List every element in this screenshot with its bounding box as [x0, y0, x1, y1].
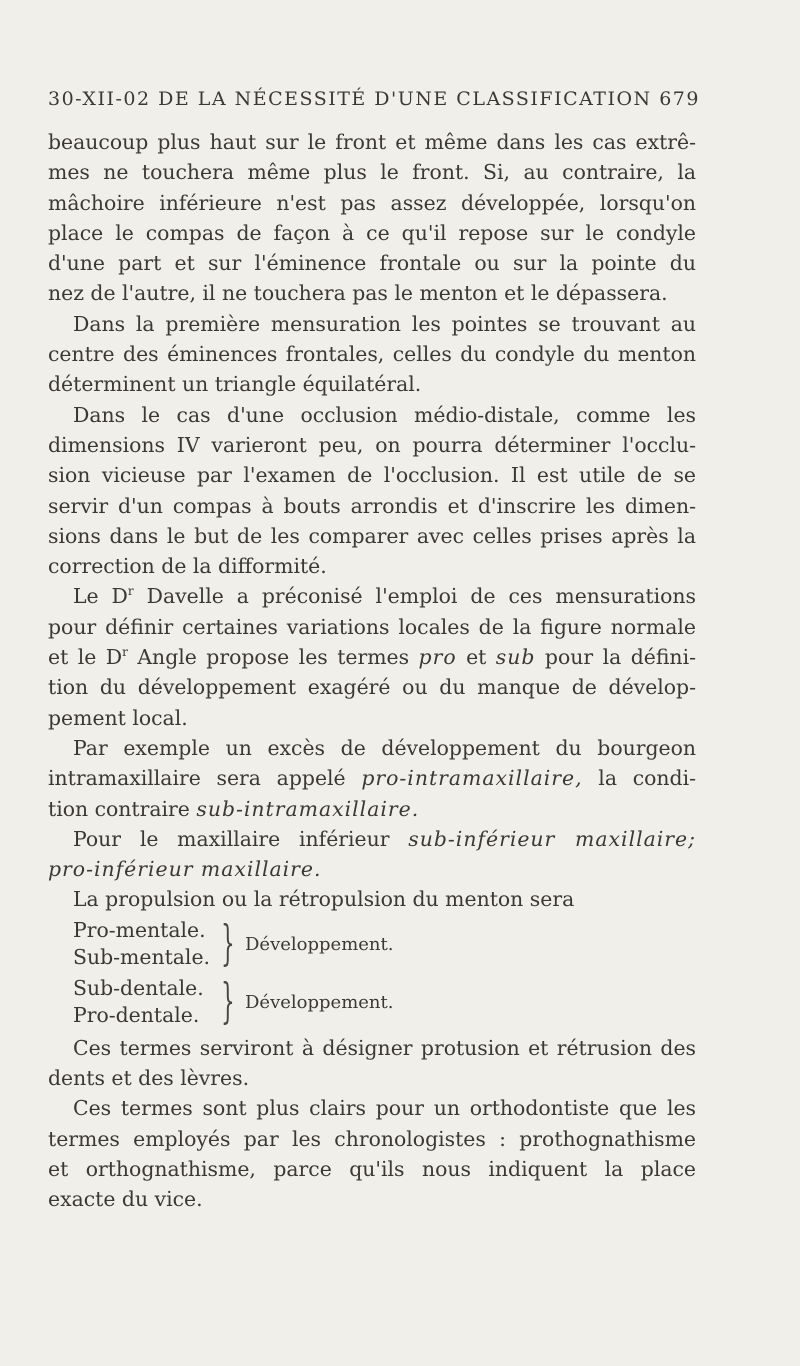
text-run: intramaxillaire sera appelé: [48, 766, 362, 791]
text-line: place le compas de façon à ce qu'il repose sur le condyle: [48, 220, 696, 245]
italic-term: sub-inférieur maxillaire;: [408, 826, 696, 851]
text-run: Angle propose les termes: [127, 645, 419, 670]
text-run: et: [456, 645, 496, 670]
text-line: pement local.: [48, 705, 188, 730]
text-line: [48, 642, 696, 672]
text-line: mâchoire inférieure n'est pas assez développée, lorsqu'on: [48, 190, 696, 215]
text-line: et orthognathisme, parce qu'ils nous indiquent la place: [48, 1156, 696, 1181]
text-line: correction de la difformité.: [48, 554, 327, 579]
term-list: [73, 975, 204, 1029]
text-line: dents et des lèvres.: [48, 1066, 250, 1091]
text-line: centre des éminences frontales, celles du condyle du menton: [48, 342, 696, 367]
text-run: Pour le maxillaire inférieur: [73, 826, 409, 851]
brace-glyph: }: [221, 914, 235, 971]
superscript: r: [122, 645, 128, 660]
text-run: et le D: [48, 645, 123, 670]
text-run: Davelle a préconisé l'emploi de ces mensurations: [133, 584, 696, 609]
text-line: nez de l'autre, il ne touchera pas le menton et le dépassera.: [48, 281, 668, 306]
text-run: tion contraire: [48, 796, 197, 821]
text-line: Dans la première mensuration les pointes se trouvant au: [73, 311, 696, 336]
term-group: [73, 972, 696, 1031]
term: Sub-mentale.: [73, 944, 210, 969]
italic-term: pro-intramaxillaire,: [361, 766, 583, 791]
text-line: [48, 824, 696, 854]
term: Pro-dentale.: [73, 1002, 200, 1027]
term-list: [73, 917, 210, 971]
text-line: La propulsion ou la rétropulsion du menton sera: [73, 887, 575, 912]
text-line: mes ne touchera même plus le front. Si, au contraire, la: [48, 160, 696, 185]
text-line: [48, 794, 696, 824]
text-line: sion vicieuse par l'examen de l'occlusion. Il est utile de se: [48, 463, 696, 488]
text-line: [48, 763, 696, 793]
term: Sub-dentale.: [73, 975, 204, 1000]
text-line: exacte du vice.: [48, 1187, 203, 1212]
group-label: Développement.: [245, 933, 394, 955]
text-line: Par exemple un excès de développement du bourgeon: [73, 735, 696, 760]
text-line: tion du développement exagéré ou du manque de dévelop-: [48, 675, 696, 700]
text-line: Dans le cas d'une occlusion médio-distale, comme les: [73, 402, 696, 427]
text-run: Le D: [73, 584, 128, 609]
italic-term: pro-inférieur maxillaire.: [48, 857, 322, 882]
term: Pro-mentale.: [73, 917, 206, 942]
running-header: [48, 88, 700, 110]
text-line: [48, 854, 696, 884]
italic-term: sub: [495, 645, 536, 670]
text-line: termes employés par les chronologistes : prothognathisme: [48, 1126, 696, 1151]
text-line: Ces termes serviront à désigner protusion et rétrusion des: [73, 1035, 696, 1060]
text-line: dimensions IV varieront peu, on pourra déterminer l'occlu-: [48, 432, 696, 457]
page-number: 679: [659, 88, 700, 110]
text-line: sions dans le but de les comparer avec celles prises après la: [48, 523, 696, 548]
brace-glyph: }: [221, 972, 235, 1029]
text-line: servir d'un compas à bouts arrondis et d'inscrire les dimen-: [48, 493, 696, 518]
text-line: beaucoup plus haut sur le front et même dans les cas extrê-: [48, 130, 696, 154]
italic-term: pro: [418, 645, 457, 670]
superscript: r: [127, 584, 134, 599]
text-run: la condi-: [582, 766, 696, 791]
term-group: [73, 914, 696, 973]
text-line: d'une part et sur l'éminence frontale ou sur la pointe du: [48, 251, 696, 276]
text-line: [48, 581, 696, 611]
group-label: Développement.: [245, 991, 394, 1013]
text-line: déterminent un triangle équilatéral.: [48, 372, 422, 397]
page-body: [48, 127, 696, 1215]
italic-term: sub-intramaxillaire.: [196, 796, 420, 821]
text-run: pour la défini-: [535, 645, 696, 670]
text-line: Ces termes sont plus clairs pour un orthodontiste que les: [73, 1096, 696, 1121]
header-date: 30-XII-02: [48, 88, 151, 110]
text-line: pour définir certaines variations locales de la figure normale: [48, 614, 696, 639]
header-title: DE LA NÉCESSITÉ D'UNE CLASSIFICATION: [158, 88, 652, 110]
